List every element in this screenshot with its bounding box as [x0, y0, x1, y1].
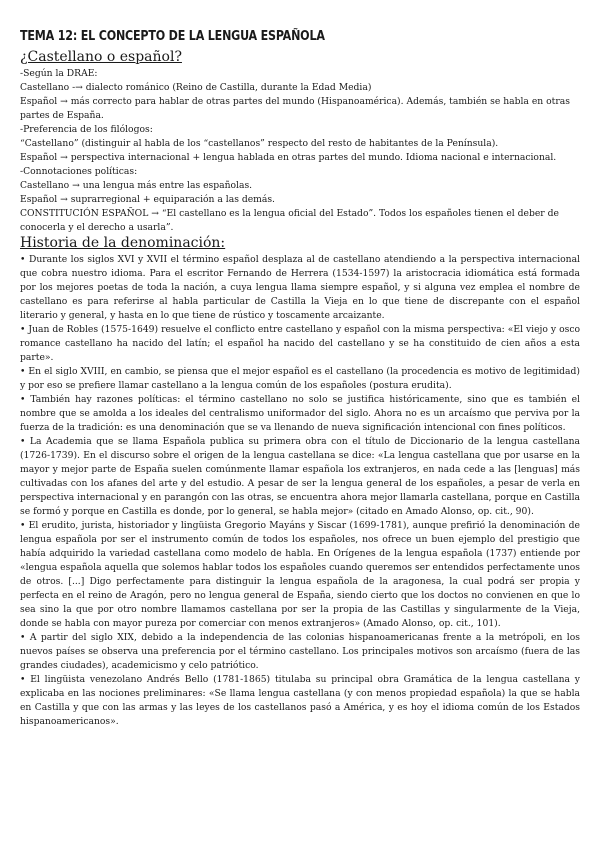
document-page — [20, 28, 580, 729]
text-line: Castellano → una lengua más entre las españolas. — [20, 180, 253, 191]
section-heading-historia: Historia de la denominación: — [20, 235, 226, 251]
paragraph: • Juan de Robles (1575-1649) resuelve el conflicto entre castellano y español con la misma perspectiva: «El viejo y osco romance castellano ha nacido del latín; el español ha nacido del castellano y se ha constituido de cien años a esta parte». — [20, 324, 580, 363]
text-line: CONSTITUCIÓN ESPAÑOL → “El castellano es la lengua oficial del Estado”. Todos los españoles tienen el deber de conocerla y el derecho a usarla”. — [20, 208, 559, 233]
text-line: Español → más correcto para hablar de otras partes del mundo (Hispanoamérica). Además, también se habla en otras partes de España. — [20, 96, 570, 121]
text-line: -Según la DRAE: — [20, 68, 98, 79]
section-historia — [20, 253, 580, 729]
text-line: -Connotaciones políticas: — [20, 166, 138, 177]
text-line: Español → perspectiva internacional + lengua hablada en otras partes del mundo. Idioma nacional e internacional. — [20, 152, 557, 163]
text-line: “Castellano” (distinguir al habla de los “castellanos” respecto del resto de habitantes de la Península). — [20, 138, 499, 149]
paragraph: • También hay razones políticas: el término castellano no solo se justifica históricamente, sino que es también el nombre que se amolda a los ideales del centralismo uniformador del siglo. Ahora no es un arcaísmo que perviva por la fuerza de la tradición: es una denominación que se va llenando de nueva significación intencional con fines políticos. — [20, 394, 580, 433]
text-line: -Preferencia de los filólogos: — [20, 124, 153, 135]
paragraph: • A partir del siglo XIX, debido a la independencia de las colonias hispanoamericanas frente a la metrópoli, en los nuevos países se observa una preferencia por el término castellano. Los principales motivos son arcaísmo (fuera de las grandes ciudades), academicismo y celo patriótico. — [20, 632, 580, 671]
document-title: TEMA 12: EL CONCEPTO DE LA LENGUA ESPAÑOLA — [20, 29, 325, 44]
text-line: Castellano -→ dialecto románico (Reino de Castilla, durante la Edad Media) — [20, 82, 372, 93]
paragraph: • El erudito, jurista, historiador y lingüista Gregorio Mayáns y Siscar (1699-1781), aunque prefirió la denominación de lengua española por ser el instrumento común de todos los españoles, nos ofrece un buen ejemplo del prestigio que había adquirido la variedad castellana como modelo de habla. En Orígenes de la lengua española (1737) entiende por «lengua española aquella que solemos hablar todos los españoles cuando queremos ser entendidos perfectamente unos de otros. [...] Digo perfectamente para distinguir la lengua española de la aragonesa, la cual podrá ser propia y perfecta en el reino de Aragón, pero no lengua general de España, siendo cierto que los doctos no convienen en que lo sea sino la que por otro nombre llamamos castellana por ser la propia de las Castillas y singularmente de la Vieja, donde se habla con mayor pureza por comerciar con menos extranjeros» (Amado Alonso, op. cit., 101). — [20, 520, 580, 629]
section-heading-castellano-o-espanol: ¿Castellano o español? — [20, 49, 182, 65]
paragraph: • En el siglo XVIII, en cambio, se piensa que el mejor español es el castellano (la procedencia es motivo de legitimidad) y por eso se prefiere llamar castellano a la lengua común de los españoles (postura erudita). — [20, 366, 580, 391]
paragraph: • El lingüista venezolano Andrés Bello (1781-1865) titulaba su principal obra Gramática de la lengua castellana y explicaba en las nociones preliminares: «Se llama lengua castellana (y con menos propiedad española) la que se habla en Castilla y que con las armas y las leyes de los castellanos pasó a América, y es hoy el idioma común de los Estados hispanoamericanos». — [20, 674, 580, 727]
paragraph: • Durante los siglos XVI y XVII el término español desplaza al de castellano atendiendo a la perspectiva internacional que cobra nuestro idioma. Para el escritor Fernando de Herrera (1534-1597) la aristocracia idiomática está formada por los mejores poetas de toda la nación, a cuya lengua llama siempre español, y si alguna vez emplea el nombre de castellano es para referirse al habla particular de Castilla la Vieja en lo que tiene de discrepante con el español literario y general, y hasta en lo que tiene de rústico y toscamente arcaizante. — [20, 254, 580, 321]
section-castellano-o-espanol — [20, 67, 580, 235]
paragraph: • La Academia que se llama Española publica su primera obra con el título de Diccionario de la lengua castellana (1726-1739). En el discurso sobre el origen de la lengua castellana se dice: «La lengua castellana que por usarse en la mayor y mejor parte de España suelen comúnmente llamar española los extranjeros, en nada cede a las [lenguas] más cultivadas con los afanes del arte y del estudio. A pesar de ser la lengua general de los españoles, a pesar de verla en perspectiva internacional y en parangón con las otras, se encuentra ahora mejor llamarla castellana, porque en Castilla se formó y porque en Castilla es donde, por lo general, se habla mejor» (citado en Amado Alonso, op. cit., 90). — [20, 436, 580, 517]
text-line: Español → suprarregional + equiparación a las demás. — [20, 194, 275, 205]
